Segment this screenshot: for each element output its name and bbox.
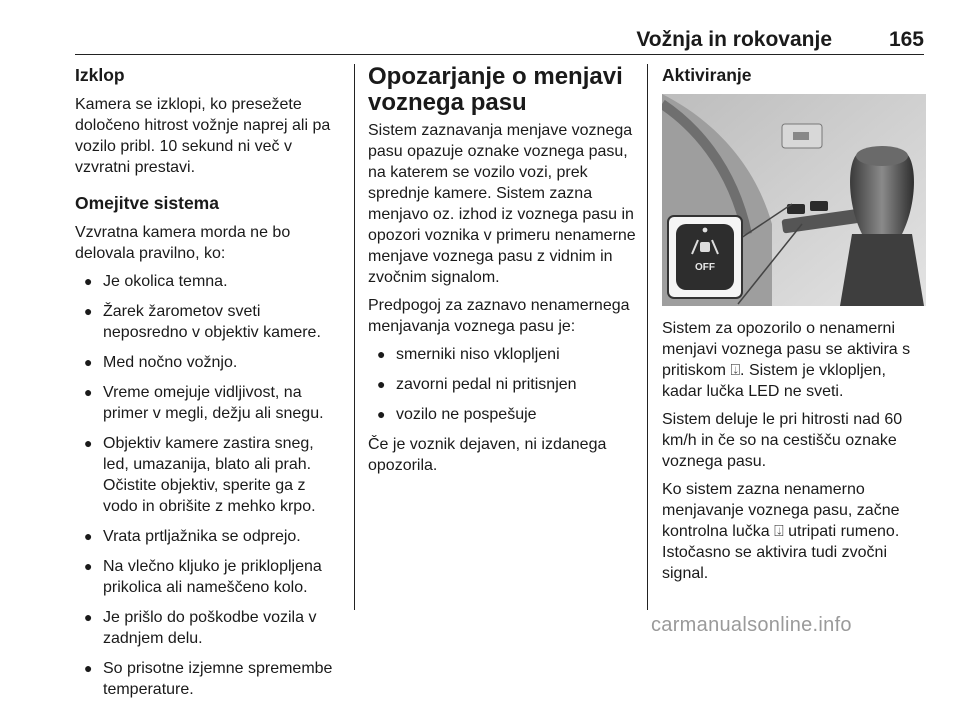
lane-change-precondition: Predpogoj za zaznavo nenamernega menjavanja voznega pasu je: [368,297,630,335]
precondition-list [368,344,636,425]
limitations-list [75,271,343,700]
column-middle [368,64,636,483]
list-item: ● Je prišlo do poškodbe vozila v zadnjem delu. [84,609,317,647]
speed-condition-text: Sistem deluje le pri hitrosti nad 60 km/h in če so na cestišču oznake voznega pasu. [662,411,903,470]
column-divider-1 [354,64,355,610]
list-item: ● So prisotne izjemne spremembe temperature. [84,660,333,698]
section-intro-omejitve: Vzvratna kamera morda ne bo delovala pravilno, ko: [75,224,291,262]
watermark: carmanualsonline.info [651,614,852,636]
page-number: 165 [888,28,924,51]
list-item: ● Žarek žarometov sveti neposredno v objektiv kamere. [84,303,321,341]
list-item: ● Je okolica temna. [84,273,228,290]
column-left [75,64,343,709]
section-heading-omejitve: Omejitve sistema [75,193,219,213]
column-right [662,64,926,591]
list-item: ● Med nočno vožnjo. [84,354,238,371]
warning-text: Ko sistem zazna nenamerno menjavanje voznega pasu, začne kontrolna lučka ⍗ utripati rumeno. Istočasno se aktivira tudi zvočni signal. [662,481,900,582]
list-item: ● smerniki niso vklopljeni [377,346,560,363]
column-divider-2 [647,64,648,610]
section-heading-lane-change: Opozarjanje o menjavi voznega pasu [368,63,623,116]
section-text-izklop: Kamera se izklopi, ko presežete določeno hitrost vožnje naprej ali pa vozilo pribl. 10 sekund ni več v vzvratni prestavi. [75,96,331,176]
section-heading-aktiviranje: Aktiviranje [662,65,752,85]
list-item: ● Objektiv kamere zastira sneg, led, umazanija, blato ali prah. Očistite objektiv, sperite ga z vodo in obrišite z mehko krpo. [84,435,316,515]
off-label: OFF [695,262,715,273]
list-item: ● zavorni pedal ni pritisnjen [377,376,577,393]
page-title: Vožnja in rokovanje [636,28,832,51]
list-item: ● vozilo ne pospešuje [377,406,537,423]
list-item: ● Vrata prtljažnika se odprejo. [84,528,301,545]
page-header [75,28,924,55]
driver-active-note: Če je voznik dejaven, ni izdanega opozorila. [368,436,607,474]
activation-text: Sistem za opozorilo o nenamerni menjavi voznega pasu se aktivira s pritiskom ⍗. Sistem je vklopljen, kadar lučka LED ne sveti. [662,320,911,400]
list-item: ● Na vlečno kljuko je priklopljena prikolica ali nameščeno kolo. [84,558,322,596]
lane-assist-button-photo [662,94,926,306]
lane-change-description: Sistem zaznavanja menjave voznega pasu opazuje oznake voznega pasu, na katerem se vozilo vozi, prek sprednje kamere. Sistem zazna menjavo oz. izhod iz voznega pasu in opozori voznika v primeru nenamerne menjave voznega pasu z vidnim in zvočnim signalom. [368,122,636,286]
section-heading-izklop: Izklop [75,65,125,85]
list-item: ● Vreme omejuje vidljivost, na primer v megli, dežju ali snegu. [84,384,324,422]
